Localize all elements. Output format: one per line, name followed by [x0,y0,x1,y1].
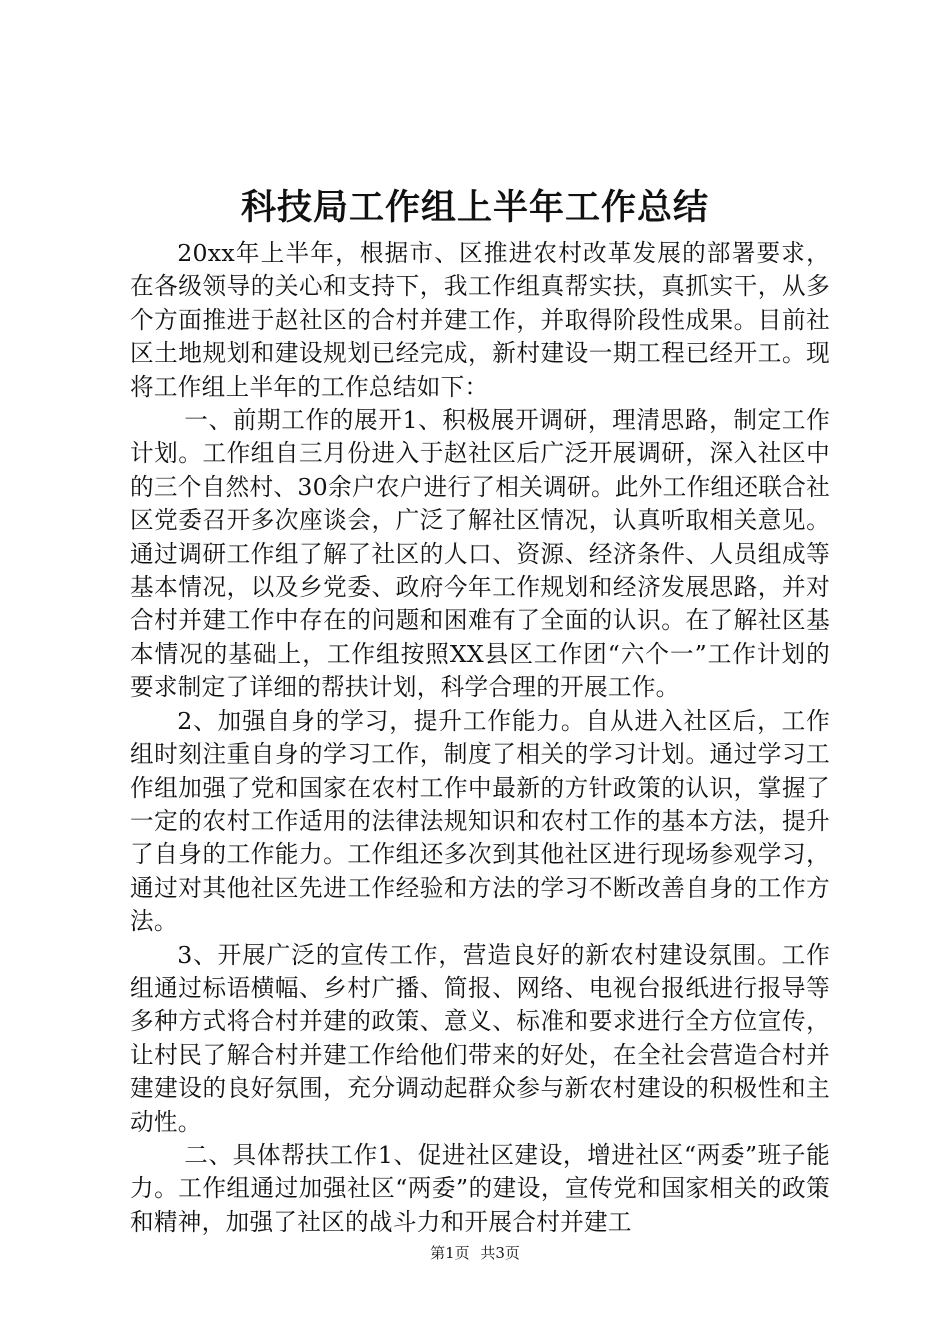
paragraph-section-1-item-2: 2、加强自身的学习，提升工作能力。自从进入社区后，工作组时刻注重自身的学习工作，制度了相关的学习计划。通过学习工作组加强了党和国家在农村工作中最新的方针政策的认识，掌握了一定的农村工作适用的法律法规知识和农村工作的基本方法，提升了自身的工作能力。工作组还多次到其他社区进行现场参观学习，通过对其他社区先进工作经验和方法的学习不断改善自身的工作方法。 [130,706,830,936]
page-total: 共3页 [480,1244,520,1262]
page-footer [0,1241,950,1265]
page-number: 第1页 [430,1244,470,1262]
document-body [130,237,830,1239]
document-title: 科技局工作组上半年工作总结 [240,187,709,228]
paragraph-section-1: 一、前期工作的展开1、积极展开调研，理清思路，制定工作计划。工作组自三月份进入于赵社区后广泛开展调研，深入社区中的三个自然村、30余户农户进行了相关调研。此外工作组还联合社区党委召开多次座谈会，广泛了解社区情况，认真听取相关意见。通过调研工作组了解了社区的人口、资源、经济条件、人员组成等基本情况，以及乡党委、政府今年工作规划和经济发展思路，并对合村并建工作中存在的问题和困难有了全面的认识。在了解社区基本情况的基础上，工作组按照XX县区工作团“六个一”工作计划的要求制定了详细的帮扶计划，科学合理的开展工作。 [130,406,830,702]
paragraph-section-2: 二、具体帮扶工作1、促进社区建设，增进社区“两委”班子能力。工作组通过加强社区“两委”的建设，宣传党和国家相关的政策和精神，加强了社区的战斗力和开展合村并建工 [130,1140,830,1236]
paragraph-intro: 20xx年上半年，根据市、区推进农村改革发展的部署要求，在各级领导的关心和支持下，我工作组真帮实扶，真抓实干，从多个方面推进于赵社区的合村并建工作，并取得阶段性成果。目前社区土地规划和建设规划已经完成，新村建设一期工程已经开工。现将工作组上半年的工作总结如下： [130,239,830,401]
paragraph-section-1-item-3: 3、开展广泛的宣传工作，营造良好的新农村建设氛围。工作组通过标语横幅、乡村广播、简报、网络、电视台报纸进行报导等多种方式将合村并建的政策、意义、标准和要求进行全方位宣传，让村民了解合村并建工作给他们带来的好处，在全社会营造合村并建建设的良好氛围，充分调动起群众参与新农村建设的积极性和主动性。 [130,940,830,1136]
